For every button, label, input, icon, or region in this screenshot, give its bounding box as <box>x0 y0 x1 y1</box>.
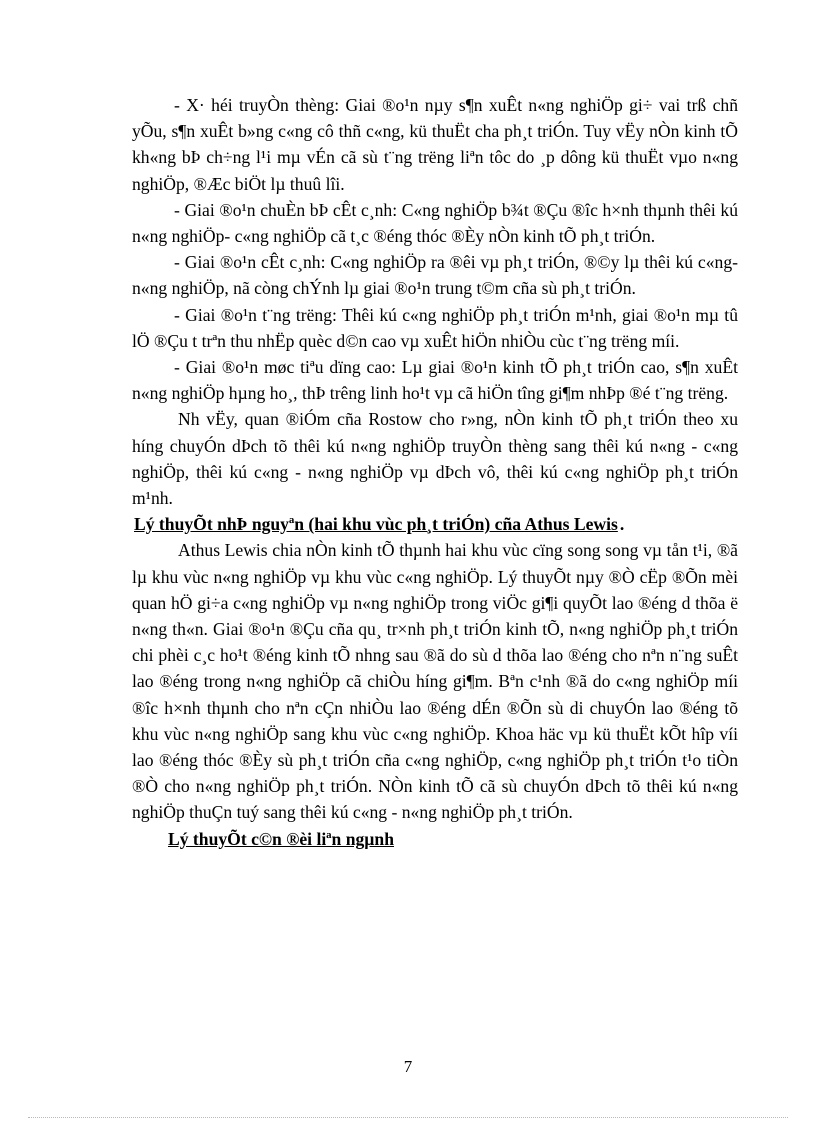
body-text <box>132 92 738 852</box>
paragraph-lewis-theory: Athus Lewis chia nÒn kinh tÕ thµnh hai khu vùc cïng song song vµ tån t¹i, ®ã lµ khu vùc n«ng nghiÖp vµ khu vùc c«ng nghiÖp. Lý thuyÕt nµy ®Ò cËp ®Õn mèi quan hÖ gi÷a c«ng nghiÖp vµ n«ng nghiÖp trong viÖc gi¶i quyÕt lao ®éng d thõa ë n«ng th«n. Giai ®o¹n ®Çu cña qu¸ tr×nh ph¸t triÓn kinh tÕ, n«ng nghiÖp ph¸t triÓn chi phèi c¸c ho¹t ®éng kinh tÕ nhng sau ®ã do sù d thõa lao ®éng cho nªn n¨ng suÊt lao ®éng trong n«ng nghiÖp cã chiÒu híng gi¶m. Bªn c¹nh ®ã do c«ng nghiÖp míi ®îc h×nh thµnh cho nªn cÇn nhiÒu lao ®éng dÉn ®Õn sù di chuyÓn lao ®éng tõ khu vùc n«ng nghiÖp sang khu vùc c«ng nghiÖp. Khoa häc vµ kü thuËt kÕt hîp víi lao ®éng thóc ®Èy sù ph¸t triÓn cña c«ng nghiÖp, c«ng nghiÖp ph¸t triÓn t¹o tiÒn ®Ò cho n«ng nghiÖp ph¸t triÓn. NÒn kinh tÕ cã sù chuyÓn dÞch tõ thêi kú n«ng nghiÖp thuÇn tuý sang thêi kú c«ng - n«ng nghiÖp ph¸t triÓn. <box>132 540 738 823</box>
paragraph-pre-takeoff: - Giai ®o¹n chuÈn bÞ cÊt c¸nh: C«ng nghiÖp b¾t ®Çu ®îc h×nh thµnh thêi kú n«ng nghiÖp- c«ng nghiÖp cã t¸c ®éng thóc ®Èy nÒn kinh tÕ ph¸t triÓn. <box>132 199 738 247</box>
page-number: 7 <box>403 1057 413 1076</box>
heading-inter-industry-balance: Lý thuyÕt c©n ®èi liªn ngµnh <box>168 828 394 849</box>
page-bottom-divider <box>28 1117 788 1118</box>
heading-lewis-period: . <box>619 514 625 535</box>
paragraph-growth: - Giai ®o¹n t¨ng trëng: Thêi kú c«ng nghiÖp ph¸t triÓn m¹nh, giai ®o¹n mµ tû lÖ ®Çu t trªn thu nhËp quèc d©n cao vµ xuÊt hiÖn nhiÒu cùc t¨ng trëng míi. <box>132 304 738 351</box>
heading-lewis-dual-sector <box>132 511 738 537</box>
paragraph-traditional-society: - X· héi truyÒn thèng: Giai ®o¹n nµy s¶n xuÊt n«ng nghiÖp gi÷ vai trß chñ yÕu, s¶n xuÊt b»ng c«ng cô thñ c«ng, kü thuËt cha ph¸t triÓn. Tuy vËy nÒn kinh tÕ kh«ng bÞ ch÷ng l¹i mµ vÉn cã sù t¨ng trëng liªn tôc do ¸p dông kü thuËt vµo n«ng nghiÖp, ®Æc biÖt lµ thuû lîi. <box>132 95 738 194</box>
paragraph-high-consumption: - Giai ®o¹n møc tiªu dïng cao: Lµ giai ®o¹n kinh tÕ ph¸t triÓn cao, s¶n xuÊt n«ng nghiÖp hµng ho¸, thÞ trêng linh ho¹t vµ cã hiÖn tîng gi¶m nhÞp ®é t¨ng trëng. <box>132 357 738 404</box>
paragraph-takeoff: - Giai ®o¹n cÊt c¸nh: C«ng nghiÖp ra ®êi vµ ph¸t triÓn, ®©y lµ thêi kú c«ng- n«ng nghiÖp, nã còng chÝnh lµ giai ®o¹n trung t©m cña sù ph¸t triÓn. <box>132 252 738 299</box>
paragraph-rostow-summary: Nh vËy, quan ®iÓm cña Rostow cho r»ng, nÒn kinh tÕ ph¸t triÓn theo xu híng chuyÓn dÞch tõ thêi kú n«ng nghiÖp truyÒn thèng sang thêi kú n«ng - c«ng nghiÖp, thêi kú c«ng - n«ng nghiÖp vµ dÞch vô, thêi kú c«ng nghiÖp ph¸t triÓn m¹nh. <box>132 409 738 509</box>
heading-lewis-text: Lý thuyÕt nhÞ nguyªn (hai khu vùc ph¸t triÓn) cña Athus Lewis <box>134 514 618 535</box>
